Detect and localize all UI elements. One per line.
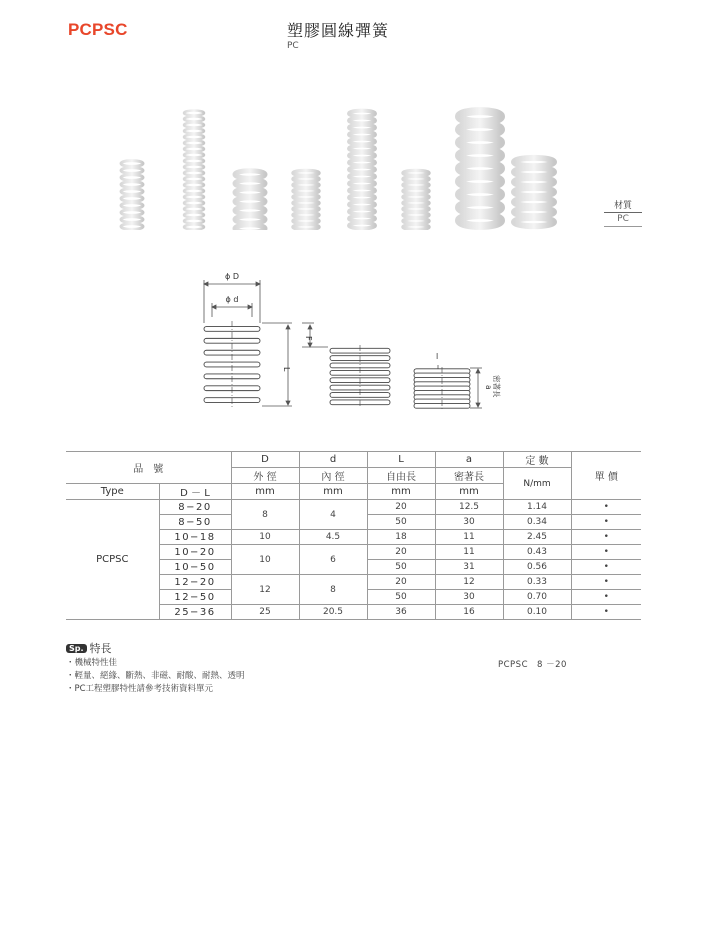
spring-coil: [184, 111, 204, 116]
k-cell: 0.70: [503, 590, 571, 605]
d-cell: 4.5: [299, 530, 367, 545]
L-cell: 18: [367, 530, 435, 545]
spring-coil: [121, 189, 143, 195]
spring-coil: [293, 225, 319, 230]
l-label: l: [436, 352, 439, 361]
spring-coil: [184, 135, 204, 140]
page-subtitle: PC: [287, 41, 299, 51]
spring-coil: [121, 168, 143, 174]
col-d-sub: 內 徑: [299, 468, 367, 484]
spring-coil: [349, 139, 375, 145]
spring-coil: [121, 210, 143, 216]
a-cell: 12: [435, 575, 503, 590]
spring-coil: [349, 132, 375, 138]
price-cell: •: [571, 605, 641, 620]
F-label: F: [304, 336, 313, 341]
price-cell: •: [571, 560, 641, 575]
dl-header: D － L: [159, 484, 231, 500]
d-cell: 6: [299, 545, 367, 575]
spring-coil: [184, 201, 204, 206]
features-list: [66, 657, 245, 696]
L-cell: 36: [367, 605, 435, 620]
spring-coil: [349, 195, 375, 201]
spring-coil: [121, 161, 143, 167]
spec-table: [66, 451, 641, 620]
spring-coil: [349, 209, 375, 215]
feature-item: ・機械特性佳: [66, 658, 118, 668]
unit-d: mm: [299, 484, 367, 500]
col-k: 定 數: [503, 452, 571, 468]
sp-badge: Sp.: [66, 644, 87, 653]
spring-coil: [349, 181, 375, 187]
d-cell: 20.5: [299, 605, 367, 620]
spring-coil: [349, 160, 375, 166]
spring-coil: [459, 215, 501, 226]
spring-coil: [184, 153, 204, 158]
k-cell: 1.14: [503, 500, 571, 515]
L-cell: 50: [367, 590, 435, 605]
L-cell: 20: [367, 575, 435, 590]
L-cell: 50: [367, 515, 435, 530]
product-header: 品 號: [66, 452, 231, 484]
k-cell: 2.45: [503, 530, 571, 545]
a-cell: 30: [435, 590, 503, 605]
spring-coil: [235, 171, 265, 179]
D-cell: 8: [231, 500, 299, 530]
spring-coil: [184, 159, 204, 164]
price-cell: •: [571, 590, 641, 605]
d-cell: 4: [299, 500, 367, 530]
spring-coil: [349, 223, 375, 229]
spring-coil: [184, 129, 204, 134]
spring-coil: [184, 183, 204, 188]
spring-diagram: [190, 265, 530, 415]
dl-cell: 12−20: [159, 575, 231, 590]
col-price: 單 價: [571, 452, 641, 500]
type-header: Type: [66, 484, 159, 500]
spring-coil: [184, 147, 204, 152]
table-row: [66, 500, 641, 515]
a-cell: 16: [435, 605, 503, 620]
L-cell: 50: [367, 560, 435, 575]
diagram-coil: [204, 327, 260, 332]
spring-coil: [349, 174, 375, 180]
spring-coil: [349, 188, 375, 194]
a-note-label: 密著長: [492, 375, 501, 398]
price-cell: •: [571, 500, 641, 515]
spring-coil: [235, 198, 265, 206]
dl-cell: 12−50: [159, 590, 231, 605]
unit-D: mm: [231, 484, 299, 500]
col-L: L: [367, 452, 435, 468]
L-label: L: [282, 367, 291, 372]
col-L-sub: 自由長: [367, 468, 435, 484]
a-cell: 12.5: [435, 500, 503, 515]
L-cell: 20: [367, 545, 435, 560]
D-cell: 10: [231, 530, 299, 545]
material-value: PC: [604, 213, 642, 227]
page-title: 塑膠圓線彈簧: [287, 21, 390, 40]
col-D: D: [231, 452, 299, 468]
col-d: d: [299, 452, 367, 468]
type-name: PCPSC: [66, 500, 159, 620]
spring-coil: [349, 216, 375, 222]
spring-coil: [121, 224, 143, 230]
spring-coil: [121, 217, 143, 223]
price-cell: •: [571, 515, 641, 530]
spring-coil: [184, 123, 204, 128]
price-cell: •: [571, 575, 641, 590]
spring-coil: [514, 218, 554, 226]
spring-coil: [184, 177, 204, 182]
spring-coil: [235, 225, 265, 230]
spring-coil: [349, 146, 375, 152]
spring-coil: [184, 141, 204, 146]
a-cell: 11: [435, 530, 503, 545]
feature-item: ・PC工程塑膠特性請參考技術資料單元: [66, 684, 214, 694]
price-cell: •: [571, 530, 641, 545]
brand-code: PCPSC: [68, 20, 128, 39]
spring-coil: [403, 225, 429, 230]
material-label: 材質: [604, 198, 642, 213]
a-cell: 30: [435, 515, 503, 530]
col-a-sub: 密著長: [435, 468, 503, 484]
D-cell: 12: [231, 575, 299, 605]
spring-coil: [184, 213, 204, 218]
price-cell: •: [571, 545, 641, 560]
phi-d-label: ϕ d: [225, 295, 239, 304]
spring-coil: [235, 207, 265, 215]
k-cell: 0.33: [503, 575, 571, 590]
product-photo: [110, 105, 570, 230]
dl-cell: 10−50: [159, 560, 231, 575]
unit-a: mm: [435, 484, 503, 500]
phi-D-label: ϕ D: [225, 272, 239, 281]
k-cell: 0.34: [503, 515, 571, 530]
D-cell: 10: [231, 545, 299, 575]
spring-coil: [235, 216, 265, 224]
col-D-sub: 外 徑: [231, 468, 299, 484]
a-cell: 31: [435, 560, 503, 575]
material-box: [604, 198, 642, 227]
spring-coil: [184, 195, 204, 200]
features-heading: [66, 640, 112, 656]
spring-coil: [349, 153, 375, 159]
feature-item: ・輕量、絕緣、斷熱、非磁、耐酸、耐熱、透明: [66, 671, 245, 681]
dl-cell: 25−36: [159, 605, 231, 620]
spring-coil: [184, 117, 204, 122]
spring-coil: [121, 203, 143, 209]
spring-coil: [121, 182, 143, 188]
spring-coil: [349, 118, 375, 124]
col-a: a: [435, 452, 503, 468]
spring-coil: [235, 189, 265, 197]
a-label: a: [484, 385, 493, 390]
d-cell: 8: [299, 575, 367, 605]
spring-coil: [184, 225, 204, 230]
k-cell: 0.10: [503, 605, 571, 620]
spring-coil: [184, 171, 204, 176]
spring-coil: [184, 165, 204, 170]
spring-coil: [349, 125, 375, 131]
spring-coil: [349, 202, 375, 208]
spring-coil: [349, 111, 375, 117]
spring-coil: [235, 180, 265, 188]
col-k-unit: N/mm: [503, 468, 571, 500]
dl-cell: 8−20: [159, 500, 231, 515]
a-cell: 11: [435, 545, 503, 560]
spring-coil: [184, 219, 204, 224]
L-cell: 20: [367, 500, 435, 515]
k-cell: 0.43: [503, 545, 571, 560]
spring-coil: [184, 207, 204, 212]
features-title: 特長: [89, 642, 112, 655]
dl-cell: 10−18: [159, 530, 231, 545]
D-cell: 25: [231, 605, 299, 620]
order-example: PCPSC 8 －20: [498, 660, 567, 670]
dl-cell: 8−50: [159, 515, 231, 530]
spring-coil: [349, 167, 375, 173]
spring-coil: [121, 196, 143, 202]
dl-cell: 10−20: [159, 545, 231, 560]
unit-L: mm: [367, 484, 435, 500]
spring-coil: [121, 175, 143, 181]
k-cell: 0.56: [503, 560, 571, 575]
spring-coil: [184, 189, 204, 194]
